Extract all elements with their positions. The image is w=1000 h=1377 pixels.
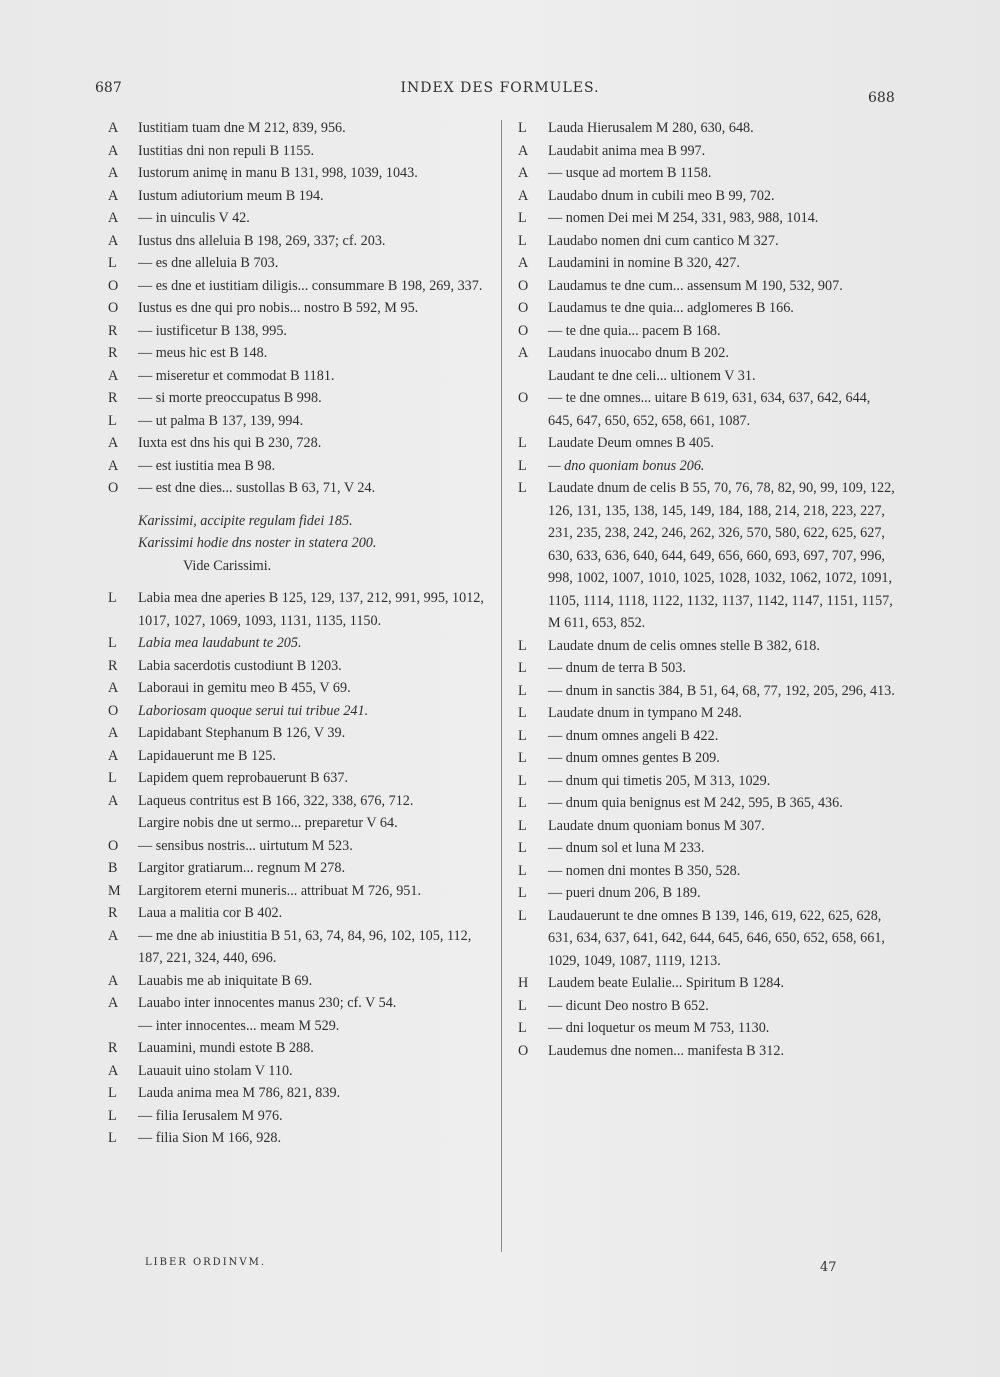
entry-type-letter: L: [518, 1020, 527, 1036]
entry-type-letter: R: [108, 657, 118, 674]
entry-type-letter: L: [108, 770, 117, 786]
entry-type-letter: L: [518, 907, 527, 924]
entry-type-letter: B: [108, 860, 118, 876]
entry-type-letter: L: [518, 885, 527, 901]
entry-type-letter: M: [108, 882, 121, 899]
entry-type-letter: A: [108, 367, 119, 384]
index-entry: [518, 140, 898, 163]
index-entry: [108, 252, 493, 275]
index-entry: [108, 587, 493, 632]
entry-type-letter: O: [518, 322, 529, 339]
index-entry: [108, 790, 493, 813]
entry-text: Lauda anima mea M 786, 821, 839.: [138, 1085, 341, 1101]
entry-spacer: [108, 500, 493, 510]
entry-type-letter: A: [518, 255, 529, 271]
index-entry: [518, 905, 898, 973]
entry-text: Largitor gratiarum... regnum M 278.: [138, 860, 345, 876]
index-entry: [518, 792, 898, 815]
entry-text: Lauauit uino stolam V 110.: [138, 1062, 293, 1079]
index-entry: [108, 925, 493, 970]
entry-text: Laudans inuocabo dnum B 202.: [548, 345, 729, 361]
entry-type-letter: R: [108, 322, 118, 339]
entry-text: Lauabo inter innocentes manus 230; cf. V 54.: [138, 995, 397, 1011]
entry-text: Iuxta est dns his qui B 230, 728.: [138, 435, 322, 451]
entry-type-letter: L: [108, 1085, 117, 1101]
index-entry: [518, 702, 898, 725]
index-entry: [518, 1017, 898, 1040]
entry-type-letter: A: [108, 972, 119, 989]
index-entry: [518, 342, 898, 365]
entry-text: Lapidauerunt me B 125.: [138, 747, 276, 764]
entry-text: Karissimi, accipite regulam fidei 185.: [138, 512, 353, 529]
entry-text: Laudem beate Eulalie... Spiritum B 1284.: [548, 975, 785, 991]
entry-type-letter: A: [518, 165, 529, 181]
index-entry: [108, 532, 493, 555]
index-entry: [108, 902, 493, 925]
entry-type-letter: L: [518, 232, 527, 249]
entry-type-letter: L: [108, 590, 117, 606]
entry-type-letter: A: [108, 187, 119, 204]
entry-type-letter: L: [518, 862, 527, 879]
entry-text: — dnum quia benignus est M 242, 595, B 365, 436.: [548, 795, 843, 811]
entry-text: — nomen Dei mei M 254, 331, 983, 988, 1014.: [548, 210, 819, 226]
footer-signature-number: 47: [820, 1260, 837, 1275]
entry-text: — sensibus nostris... uirtutum M 523.: [138, 837, 353, 854]
entry-type-letter: L: [518, 120, 527, 136]
entry-type-letter: O: [518, 390, 529, 406]
entry-type-letter: L: [108, 1130, 117, 1146]
entry-type-letter: L: [108, 412, 117, 429]
index-entry: [108, 835, 493, 858]
entry-type-letter: O: [108, 300, 119, 316]
entry-text: Laboriosam quoque serui tui tribue 241.: [138, 702, 369, 719]
entry-text: Iustorum animę in manu B 131, 998, 1039, 1043.: [138, 165, 418, 181]
entry-spacer: [108, 577, 493, 587]
entry-text: — in uinculis V 42.: [138, 210, 250, 226]
index-entry: [108, 140, 493, 163]
index-entry: [108, 1127, 493, 1150]
index-entry: [108, 275, 493, 298]
entry-type-letter: O: [108, 480, 119, 496]
entry-text: — meus hic est B 148.: [138, 345, 268, 361]
index-entry: [518, 770, 898, 793]
entry-type-letter: A: [108, 792, 119, 809]
entry-text: — dnum sol et luna M 233.: [548, 840, 705, 856]
index-entry: [108, 677, 493, 700]
entry-text: — iustificetur B 138, 995.: [138, 322, 287, 339]
right-column: [518, 117, 898, 1062]
entry-type-letter: O: [518, 300, 529, 316]
entry-type-letter: L: [518, 750, 527, 766]
entry-type-letter: A: [108, 1062, 119, 1079]
entry-text: Laudate dnum de celis omnes stelle B 382, 618.: [548, 637, 820, 654]
entry-text: — nomen dni montes B 350, 528.: [548, 862, 741, 879]
index-entry: [518, 860, 898, 883]
index-entry: [108, 992, 493, 1015]
entry-text: Laudant te dne celi... ultionem V 31.: [548, 367, 756, 384]
entry-text: — inter innocentes... meam M 529.: [138, 1017, 340, 1034]
index-entry: [108, 510, 493, 533]
entry-text: — pueri dnum 206, B 189.: [548, 885, 701, 901]
entry-text: — ut palma B 137, 139, 994.: [138, 412, 304, 429]
entry-type-letter: L: [518, 660, 527, 676]
entry-type-letter: H: [518, 975, 529, 991]
entry-type-letter: R: [108, 905, 118, 921]
index-entry: [518, 477, 898, 635]
index-entry: [108, 655, 493, 678]
index-entry: [108, 410, 493, 433]
index-entry: [108, 455, 493, 478]
entry-type-letter: L: [518, 435, 527, 451]
entry-text: Vide Carissimi.: [183, 557, 272, 574]
entry-type-letter: O: [108, 702, 119, 719]
entry-text: Laudamus te dne cum... assensum M 190, 532, 907.: [548, 277, 843, 294]
index-entry: [518, 635, 898, 658]
entry-text: Lauamini, mundi estote B 288.: [138, 1040, 314, 1056]
entry-type-letter: A: [108, 927, 119, 944]
entry-text: Lauda Hierusalem M 280, 630, 648.: [548, 120, 754, 136]
entry-type-letter: O: [108, 277, 119, 294]
entry-type-letter: L: [518, 637, 527, 654]
entry-text: — est dne dies... sustollas B 63, 71, V 24.: [138, 480, 376, 496]
entry-type-letter: L: [518, 840, 527, 856]
entry-text: Laudabit anima mea B 997.: [548, 142, 706, 159]
index-entry: [108, 555, 493, 578]
entry-text: — dnum de terra B 503.: [548, 660, 686, 676]
entry-type-letter: A: [108, 120, 119, 136]
entry-type-letter: L: [108, 255, 117, 271]
entry-type-letter: A: [108, 210, 119, 226]
index-entry: [108, 767, 493, 790]
entry-text: Labia sacerdotis custodiunt B 1203.: [138, 657, 342, 674]
entry-text: — dnum qui timetis 205, M 313, 1029.: [548, 772, 771, 789]
index-entry: [518, 230, 898, 253]
index-entry: [108, 812, 493, 835]
entry-type-letter: A: [108, 457, 119, 474]
entry-type-letter: A: [108, 747, 119, 764]
entry-type-letter: A: [108, 232, 119, 249]
entry-text: — dnum omnes gentes B 209.: [548, 750, 720, 766]
index-entry: [518, 882, 898, 905]
entry-text: Laudate dnum in tympano M 248.: [548, 705, 742, 721]
entry-text: Iustitias dni non repuli B 1155.: [138, 142, 315, 159]
index-entry: [108, 432, 493, 455]
entry-text: Laudabo dnum in cubili meo B 99, 702.: [548, 187, 775, 204]
index-entry: [108, 1037, 493, 1060]
entry-text: Labia mea dne aperies B 125, 129, 137, 212, 991, 995, 1012, 1017, 1027, 1069, 1093, 1131, 1135, 1150.: [138, 590, 484, 629]
index-entry: [108, 700, 493, 723]
entry-text: — te dne omnes... uitare B 619, 631, 634, 637, 642, 644, 645, 647, 650, 652, 658, 661, 1087.: [548, 390, 871, 429]
index-entry: [518, 365, 898, 388]
index-entry: [518, 837, 898, 860]
entry-text: — es dne et iustitiam diligis... consummare B 198, 269, 337.: [138, 277, 483, 294]
entry-text: Lapidem quem reprobauerunt B 637.: [138, 770, 348, 786]
entry-type-letter: R: [108, 390, 118, 406]
entry-text: Laudemus dne nomen... manifesta B 312.: [548, 1042, 785, 1059]
entry-text: — dno quoniam bonus 206.: [548, 457, 705, 474]
index-entry: [108, 230, 493, 253]
index-entry: [108, 745, 493, 768]
index-entry: [108, 1015, 493, 1038]
index-entry: [518, 455, 898, 478]
entry-type-letter: R: [108, 345, 118, 361]
entry-type-letter: L: [518, 997, 527, 1014]
entry-text: Iustus dns alleluia B 198, 269, 337; cf. 203.: [138, 232, 386, 249]
index-entry: [518, 252, 898, 275]
entry-text: Laboraui in gemitu meo B 455, V 69.: [138, 680, 351, 696]
left-column: [108, 117, 493, 1150]
entry-type-letter: R: [108, 1040, 118, 1056]
entry-type-letter: A: [518, 345, 529, 361]
index-entry: [108, 970, 493, 993]
index-entry: [518, 432, 898, 455]
index-entry: [518, 162, 898, 185]
entry-text: Laudate dnum de celis B 55, 70, 76, 78, 82, 90, 99, 109, 122, 126, 131, 135, 138, 145, 149, 184, 188, 214, 218, 223, 227, 231, 235, 238, 242, 246, 262, 326, 570, 580, 622, 625, 627, 630, 633, 636, 640, 644, 649, 656, 660, 693, 697, 707, 996, 998, 1002, 1007, 1010, 1025, 1028, 1032, 1062, 1072, 1091, 1105, 1114, 1118, 1122, 1132, 1137, 1142, 1147, 1151, 1157, M 611, 653, 852.: [548, 480, 895, 631]
entry-text: — me dne ab iniustitia B 51, 63, 74, 84, 96, 102, 105, 112, 187, 221, 324, 440, 696.: [138, 927, 472, 966]
entry-text: — est iustitia mea B 98.: [138, 457, 276, 474]
index-entry: [108, 320, 493, 343]
index-entry: [518, 747, 898, 770]
index-entry: [518, 297, 898, 320]
entry-text: Iustum adiutorium meum B 194.: [138, 187, 324, 204]
entry-text: — es dne alleluia B 703.: [138, 255, 279, 271]
index-entry: [108, 387, 493, 410]
entry-type-letter: A: [518, 142, 529, 159]
entry-type-letter: L: [108, 1107, 117, 1124]
index-entry: [518, 972, 898, 995]
entry-text: Laudate Deum omnes B 405.: [548, 435, 714, 451]
entry-text: Iustus es dne qui pro nobis... nostro B 592, M 95.: [138, 300, 419, 316]
entry-type-letter: O: [108, 837, 119, 854]
entry-text: Largire nobis dne ut sermo... preparetur V 64.: [138, 815, 398, 831]
index-entry: [518, 657, 898, 680]
entry-text: Lauabis me ab iniquitate B 69.: [138, 972, 313, 989]
entry-text: Lapidabant Stephanum B 126, V 39.: [138, 725, 346, 741]
entry-type-letter: L: [518, 457, 527, 474]
entry-text: Laudauerunt te dne omnes B 139, 146, 619, 622, 625, 628, 631, 634, 637, 641, 642, 644, 645, 646, 650, 652, 658, 661, 1029, 1049, 1087, 1119, 1213.: [548, 907, 885, 969]
entry-text: — filia Sion M 166, 928.: [138, 1130, 282, 1146]
index-entry: [108, 722, 493, 745]
entry-text: — dni loquetur os meum M 753, 1130.: [548, 1020, 770, 1036]
entry-type-letter: A: [108, 142, 119, 159]
entry-type-letter: A: [108, 165, 119, 181]
entry-text: — te dne quia... pacem B 168.: [548, 322, 721, 339]
entry-text: Largitorem eterni muneris... attribuat M 726, 951.: [138, 882, 422, 899]
index-entry: [108, 1082, 493, 1105]
index-entry: [518, 995, 898, 1018]
entry-text: — si morte preoccupatus B 998.: [138, 390, 322, 406]
page-number-right: 688: [868, 90, 895, 106]
index-entry: [518, 815, 898, 838]
entry-text: Karissimi hodie dns noster in statera 200.: [138, 535, 377, 551]
entry-type-letter: L: [518, 682, 527, 699]
entry-type-letter: L: [518, 795, 527, 811]
page-number-left: 687: [95, 80, 122, 96]
entry-type-letter: O: [518, 277, 529, 294]
index-entry: [518, 275, 898, 298]
index-entry: [518, 725, 898, 748]
footer-signature: LIBER ORDINVM.: [145, 1257, 267, 1268]
index-entry: [108, 1060, 493, 1083]
entry-type-letter: L: [518, 817, 527, 834]
entry-text: — miseretur et commodat B 1181.: [138, 367, 335, 384]
entry-type-letter: L: [518, 727, 527, 744]
entry-type-letter: L: [518, 480, 527, 496]
column-divider: [501, 120, 502, 1252]
index-entry: [518, 387, 898, 432]
entry-text: — dicunt Deo nostro B 652.: [548, 997, 709, 1014]
entry-text: Labia mea laudabunt te 205.: [138, 635, 302, 651]
index-entry: [108, 880, 493, 903]
index-entry: [108, 632, 493, 655]
index-entry: [108, 207, 493, 230]
index-entry: [518, 1040, 898, 1063]
entry-type-letter: L: [518, 210, 527, 226]
running-title: INDEX DES FORMULES.: [400, 80, 600, 96]
entry-type-letter: L: [518, 772, 527, 789]
entry-type-letter: A: [108, 680, 119, 696]
index-entry: [518, 185, 898, 208]
entry-type-letter: A: [518, 187, 529, 204]
entry-text: Laqueus contritus est B 166, 322, 338, 676, 712.: [138, 792, 414, 809]
entry-text: — dnum omnes angeli B 422.: [548, 727, 719, 744]
index-entry: [518, 680, 898, 703]
index-entry: [108, 365, 493, 388]
entry-type-letter: A: [108, 725, 119, 741]
index-entry: [108, 477, 493, 500]
index-entry: [108, 185, 493, 208]
index-entry: [108, 857, 493, 880]
entry-type-letter: L: [108, 635, 117, 651]
entry-text: — dnum in sanctis 384, B 51, 64, 68, 77, 192, 205, 296, 413.: [548, 682, 895, 699]
entry-text: Laudamini in nomine B 320, 427.: [548, 255, 740, 271]
entry-text: — filia Ierusalem M 976.: [138, 1107, 283, 1124]
entry-text: Laudamus te dne quia... adglomeres B 166.: [548, 300, 794, 316]
entry-type-letter: A: [108, 435, 119, 451]
entry-text: Iustitiam tuam dne M 212, 839, 956.: [138, 120, 346, 136]
index-entry: [518, 207, 898, 230]
entry-text: Laudate dnum quoniam bonus M 307.: [548, 817, 765, 834]
index-entry: [108, 1105, 493, 1128]
entry-type-letter: A: [108, 995, 119, 1011]
index-entry: [518, 117, 898, 140]
index-entry: [108, 297, 493, 320]
index-entry: [108, 117, 493, 140]
entry-text: Laudabo nomen dni cum cantico M 327.: [548, 232, 779, 249]
entry-text: Laua a malitia cor B 402.: [138, 905, 283, 921]
entry-type-letter: L: [518, 705, 527, 721]
entry-text: — usque ad mortem B 1158.: [548, 165, 712, 181]
index-entry: [108, 342, 493, 365]
index-entry: [108, 162, 493, 185]
index-entry: [518, 320, 898, 343]
entry-type-letter: O: [518, 1042, 529, 1059]
